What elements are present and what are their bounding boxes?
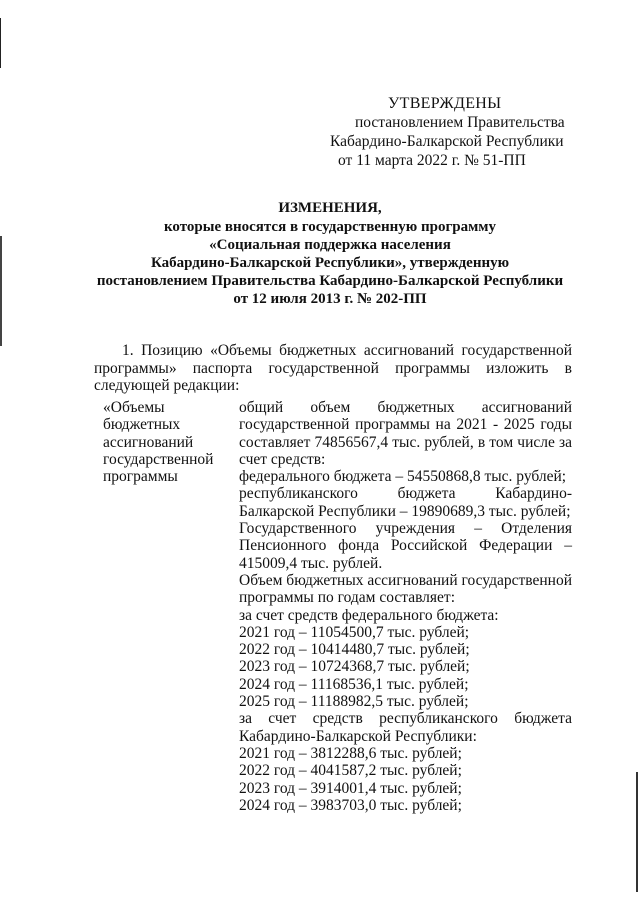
label-line: государственной bbox=[103, 450, 214, 468]
document-subheading-line: Кабардино-Балкарской Республики», утвержденную bbox=[150, 255, 510, 271]
budget-intro: общий объем бюджетных ассигнований государственной программы на 2021 - 2025 годы составляет 74856567,4 тыс. рублей, в том числе за счет средств: bbox=[239, 399, 572, 468]
republic-year-line: 2022 год – 4041587,2 тыс. рублей; bbox=[239, 762, 462, 780]
document-heading: ИЗМЕНЕНИЯ, bbox=[278, 200, 382, 216]
document-subheading-line: постановлением Правительства Кабардино-Балкарской Республики bbox=[96, 273, 564, 289]
approval-stamp bbox=[320, 94, 580, 170]
document-subheading-line: от 12 июля 2013 г. № 202-ПП bbox=[233, 291, 427, 307]
scan-edge-mark bbox=[636, 772, 638, 892]
passport-row-label bbox=[103, 399, 223, 485]
federal-year-line: 2022 год – 10414480,7 тыс. рублей; bbox=[239, 641, 470, 659]
approval-line: постановлением Правительства bbox=[355, 114, 565, 131]
label-line: ассигнований bbox=[103, 433, 194, 451]
document-subheading-line: которые вносятся в государственную программу bbox=[163, 219, 497, 235]
federal-year-line: 2021 год – 11054500,7 тыс. рублей; bbox=[239, 623, 470, 641]
federal-total: федерального бюджета – 54550868,8 тыс. рублей; bbox=[239, 468, 567, 486]
federal-heading: за счет средств федерального бюджета: bbox=[239, 606, 499, 624]
document-title bbox=[80, 199, 580, 308]
approval-line: Кабардино-Балкарской Республики bbox=[330, 133, 564, 150]
republic-total: республиканского бюджета Кабардино-Балкарской Республики – 19890689,3 тыс. рублей; bbox=[239, 485, 572, 520]
scan-edge-mark bbox=[0, 236, 2, 346]
federal-year-line: 2024 год – 11168536,1 тыс. рублей; bbox=[239, 675, 469, 693]
republic-heading: за счет средств республиканского бюджета Кабардино-Балкарской Республики: bbox=[239, 710, 572, 745]
passport-row-value bbox=[239, 399, 572, 814]
federal-year-line: 2025 год – 11188982,5 тыс. рублей; bbox=[239, 693, 469, 711]
approval-title: УТВЕРЖДЕНЫ bbox=[388, 95, 502, 112]
label-line: бюджетных bbox=[103, 416, 181, 434]
label-line: программы bbox=[103, 468, 178, 486]
republic-year-line: 2024 год – 3983703,0 тыс. рублей; bbox=[239, 796, 462, 814]
federal-year-line: 2023 год – 10724368,7 тыс. рублей; bbox=[239, 658, 470, 676]
approval-line: от 11 марта 2022 г. № 51-ПП bbox=[338, 152, 526, 169]
republic-year-line: 2021 год – 3812288,6 тыс. рублей; bbox=[239, 744, 462, 762]
paragraph-1: 1. Позицию «Объемы бюджетных ассигнований государственной программы» паспорта государственной программы изложить в следующей редакции: bbox=[94, 342, 572, 394]
label-line: «Объемы bbox=[103, 399, 165, 416]
document-subheading-line: «Социальная поддержка населения bbox=[209, 237, 451, 253]
pension-fund-total: Государственного учреждения – Отделения Пенсионного фонда Российской Федерации – 415009,4 тыс. рублей. bbox=[239, 520, 572, 572]
republic-year-line: 2023 год – 3914001,4 тыс. рублей; bbox=[239, 779, 462, 797]
by-years-intro: Объем бюджетных ассигнований государственной программы по годам составляет: bbox=[239, 571, 572, 607]
scan-edge-mark bbox=[0, 18, 1, 68]
